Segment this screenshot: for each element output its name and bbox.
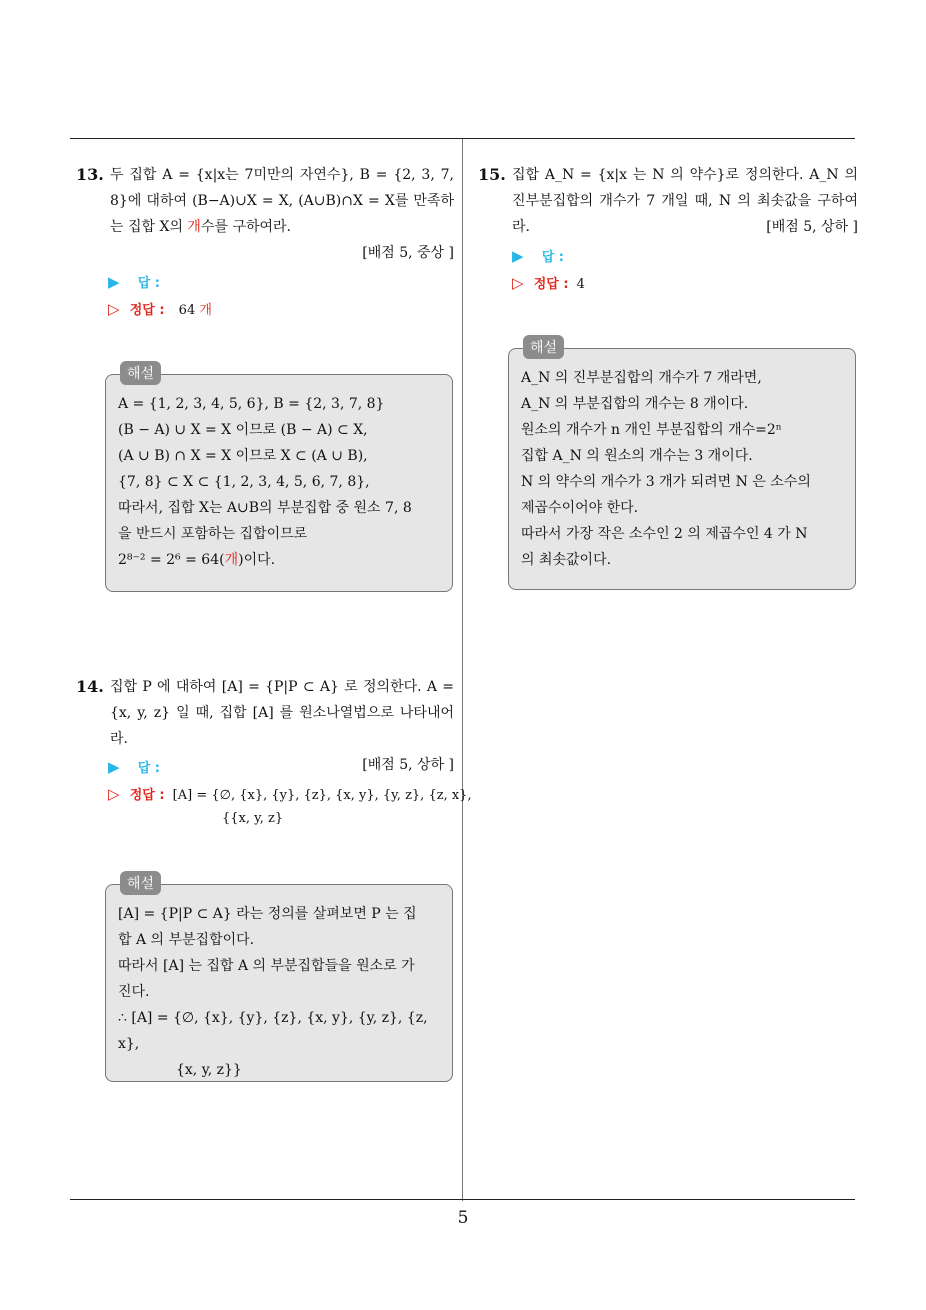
answer-line-14 — [108, 757, 160, 776]
correct-answer: [A] = {∅, {x}, {y}, {z}, {x, y}, {y, z}, {z, x}, — [172, 788, 472, 803]
question-text: 집합 A_N = {x|x 는 N 의 약수}로 정의한다. A_N 의 진부분집합의 개수가 7 개일 때, N 의 최솟값을 구하여라. — [512, 167, 858, 235]
page-number: 5 — [457, 1208, 469, 1228]
question-text: 집합 P 에 대하여 [A] = {P|P ⊂ A} 로 정의한다. A = {x, y, z} 일 때, 집합 [A] 를 원소나열법으로 나타내어라. — [110, 679, 454, 747]
answer-line-15 — [512, 246, 564, 265]
solution-box-14 — [105, 876, 453, 1082]
solution-tag: 해설 — [523, 335, 564, 359]
outline-triangle-icon: ▷ — [108, 785, 120, 803]
answer-line-13 — [108, 272, 160, 291]
correct-answer-cont: {{x, y, z} — [222, 811, 284, 826]
question-15 — [478, 162, 858, 240]
score-meta: [배점 5, 상하 ] — [362, 757, 454, 773]
score-meta: [배점 5, 중상 ] — [362, 245, 454, 261]
correct-answer: 64 개 — [178, 303, 212, 318]
question-number: 14. — [76, 677, 104, 696]
solution-tag: 해설 — [120, 871, 161, 895]
play-triangle-icon: ▶ — [108, 273, 120, 291]
play-triangle-icon: ▶ — [512, 247, 524, 265]
play-triangle-icon: ▶ — [108, 758, 120, 776]
highlight-text: 개 — [187, 219, 201, 235]
correct-label: 정답 : — [129, 788, 165, 803]
question-13 — [76, 162, 454, 266]
solution-box-15 — [508, 340, 856, 590]
solution-tag: 해설 — [120, 361, 161, 385]
outline-triangle-icon: ▷ — [512, 274, 524, 292]
correct-line-13 — [108, 299, 212, 318]
correct-line-14 — [108, 784, 478, 803]
answer-label: 답 : — [137, 761, 160, 776]
answer-label: 답 : — [541, 250, 564, 265]
correct-line-15 — [512, 273, 585, 292]
solution-text: A = {1, 2, 3, 4, 5, 6}, B = {2, 3, 7, 8} (B − A) ∪ X = X 이므로 (B − A) ⊂ X, (A ∪ B) ∩ X = X 이므로 X ⊂ (A ∪ B), {7, 8} ⊂ X ⊂ {1, 2, 3, 4, 5, 6, 7, 8}, 따라서, 집합 X는 A∪B의 부분집합 중 원소 7, 8 을 반드시 포함하는 집합이므로 2⁸⁻² = 2⁶ = 64(개)이다. — [118, 396, 412, 568]
question-number: 15. — [478, 165, 506, 184]
question-number: 13. — [76, 165, 104, 184]
answer-label: 답 : — [137, 276, 160, 291]
outline-triangle-icon: ▷ — [108, 300, 120, 318]
correct-answer: 4 — [576, 277, 585, 292]
bottom-rule — [70, 1199, 855, 1200]
solution-text: A_N 의 진부분집합의 개수가 7 개라면, A_N 의 부분집합의 개수는 8 개이다. 원소의 개수가 n 개인 부분집합의 개수=2ⁿ 집합 A_N 의 원소의 개수는 3 개이다. N 의 약수의 개수가 3 개가 되려면 N 은 소수의 제곱수이어야 한다. 따라서 가장 작은 소수인 2 의 제곱수인 4 가 N 의 최솟값이다. — [521, 370, 811, 568]
score-meta: [배점 5, 상하 ] — [766, 219, 858, 235]
correct-label: 정답 : — [533, 277, 569, 292]
column-divider — [462, 139, 463, 1201]
question-text: 두 집합 A = {x|x는 7미만의 자연수}, B = {2, 3, 7, 8}에 대하여 (B−A)∪X = X, (A∪B)∩X = X를 만족하는 집합 X의 개수를 구하여라. — [110, 167, 454, 235]
solution-box-13 — [105, 366, 453, 592]
solution-text: [A] = {P|P ⊂ A} 라는 정의를 살펴보면 P 는 집 합 A 의 부분집합이다. 따라서 [A] 는 집합 A 의 부분집합들을 원소로 가 진다. ∴ [A] = {∅, {x}, {y}, {z}, {x, y}, {y, z}, {z, x}, {x, y, z}} — [118, 906, 428, 1078]
correct-label: 정답 : — [129, 303, 165, 318]
